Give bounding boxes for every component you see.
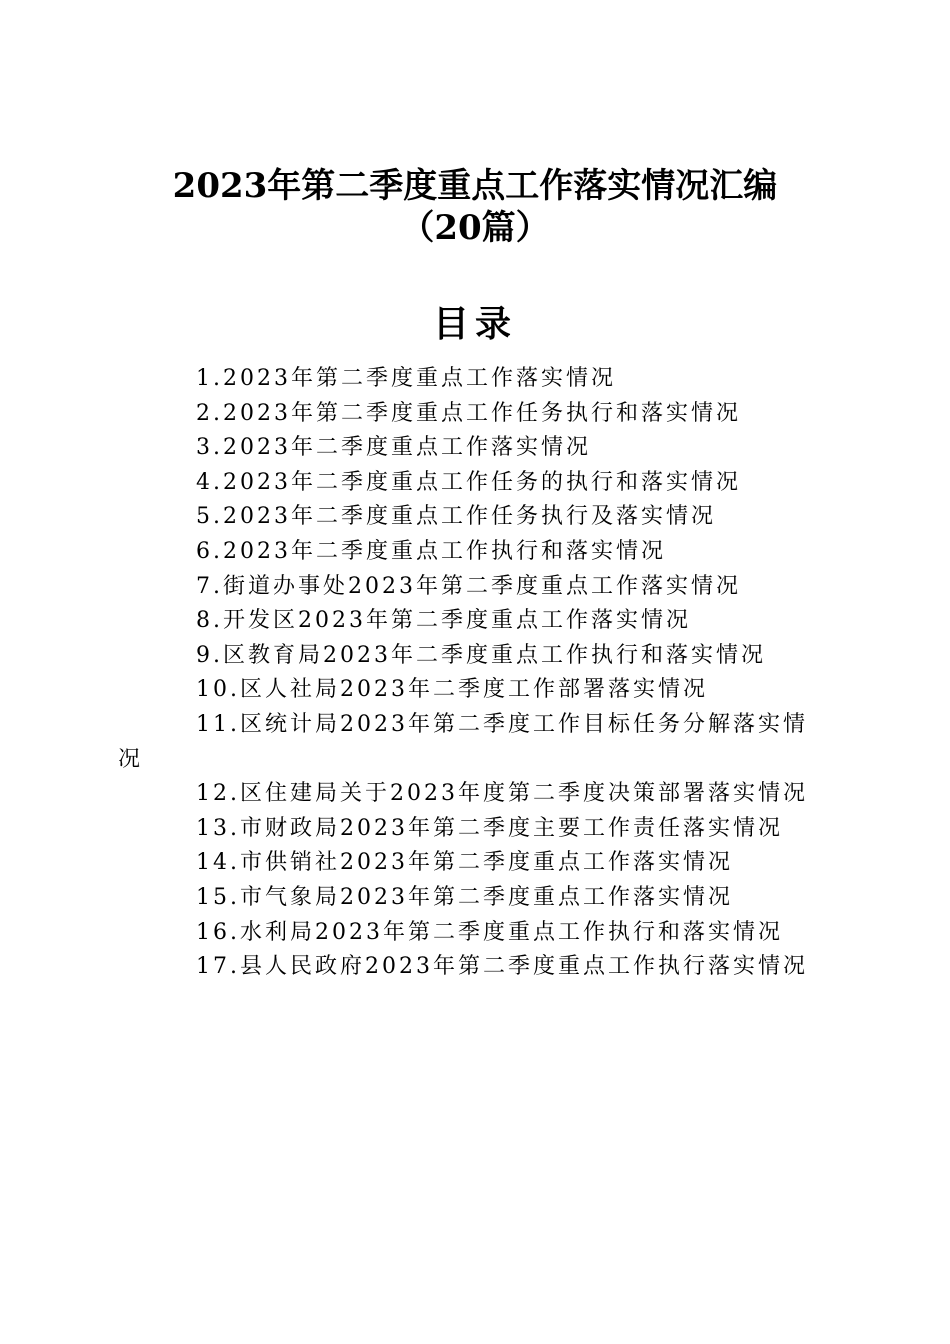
toc-item: 11.区统计局2023年第二季度工作目标任务分解落实情况	[118, 711, 808, 772]
toc-list	[118, 362, 818, 985]
toc-item: 6.2023年二季度重点工作执行和落实情况	[196, 538, 666, 564]
toc-item: 14.市供销社2023年第二季度重点工作落实情况	[196, 850, 733, 876]
toc-item: 7.街道办事处2023年第二季度重点工作落实情况	[196, 573, 741, 599]
document-subtitle-count: （20篇）	[400, 208, 550, 248]
toc-item: 4.2023年二季度重点工作任务的执行和落实情况	[196, 469, 741, 495]
toc-heading: 目录	[432, 303, 517, 345]
toc-item: 3.2023年二季度重点工作落实情况	[196, 435, 591, 461]
toc-item: 12.区住建局关于2023年度第二季度决策部署落实情况	[196, 781, 808, 807]
toc-item: 15.市气象局2023年第二季度重点工作落实情况	[196, 884, 733, 910]
toc-item: 16.水利局2023年第二季度重点工作执行和落实情况	[196, 919, 783, 945]
toc-item: 10.区人社局2023年二季度工作部署落实情况	[196, 677, 708, 703]
document-title: 2023年第二季度重点工作落实情况汇编	[172, 166, 778, 206]
toc-item: 8.开发区2023年第二季度重点工作落实情况	[196, 608, 691, 634]
toc-item: 17.县人民政府2023年第二季度重点工作执行落实情况	[196, 954, 808, 980]
toc-item: 13.市财政局2023年第二季度主要工作责任落实情况	[196, 815, 783, 841]
toc-item: 9.区教育局2023年二季度重点工作执行和落实情况	[196, 642, 766, 668]
toc-item: 2.2023年第二季度重点工作任务执行和落实情况	[196, 400, 741, 426]
toc-item: 5.2023年二季度重点工作任务执行及落实情况	[196, 504, 716, 530]
toc-item: 1.2023年第二季度重点工作落实情况	[196, 366, 616, 391]
